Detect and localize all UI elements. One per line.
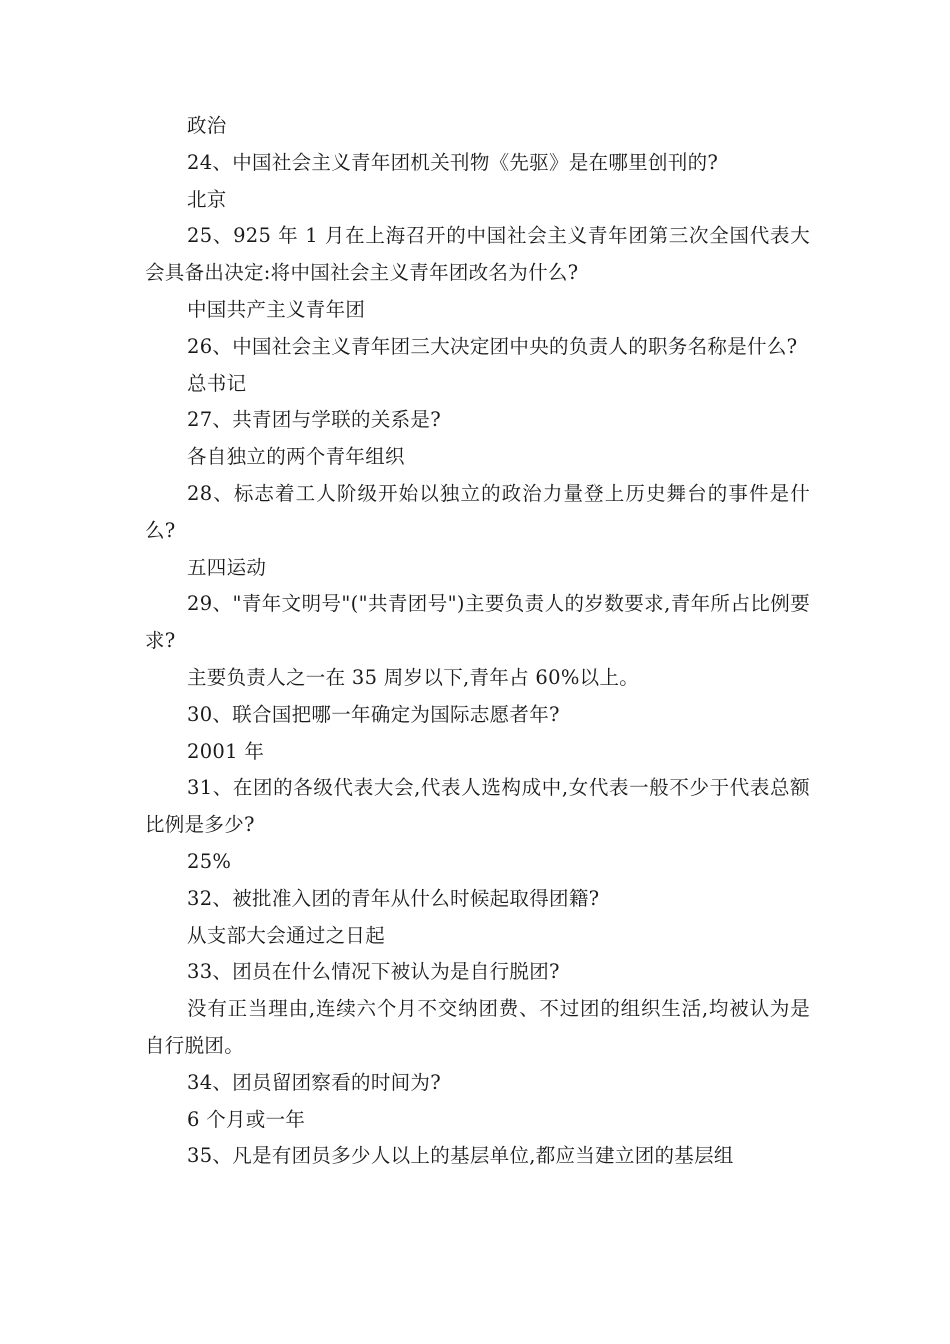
- answer-27: 各自独立的两个青年组织: [187, 445, 405, 469]
- question-31: 31、在团的各级代表大会,代表人选构成中,女代表一般不少于代表总额比例是多少?: [145, 776, 810, 837]
- answer-33: 没有正当理由,连续六个月不交纳团费、不过团的组织生活,均被认为是自行脱团。: [145, 997, 810, 1057]
- question-24: 24、中国社会主义青年团机关刊物《先驱》是在哪里创刊的?: [187, 150, 719, 174]
- answer-28: 五四运动: [187, 555, 267, 579]
- answer-30: 2001 年: [187, 739, 265, 763]
- question-25: 25、925 年 1 月在上海召开的中国社会主义青年团第三次全国代表大会具备出决定:将中国社会主义青年团改名为什么?: [145, 224, 810, 285]
- question-35: 35、凡是有团员多少人以上的基层单位,都应当建立团的基层组: [187, 1144, 734, 1168]
- answer-paragraph: 政治: [187, 114, 227, 137]
- question-32: 32、被批准入团的青年从什么时候起取得团籍?: [187, 886, 600, 910]
- question-33: 33、团员在什么情况下被认为是自行脱团?: [187, 960, 560, 984]
- answer-34: 6 个月或一年: [187, 1107, 306, 1131]
- question-29: 29、"青年文明号"("共青团号")主要负责人的岁数要求,青年所占比例要求?: [145, 592, 810, 653]
- question-28: 28、标志着工人阶级开始以独立的政治力量登上历史舞台的事件是什么?: [145, 481, 810, 542]
- question-34: 34、团员留团察看的时间为?: [187, 1070, 441, 1094]
- question-30: 30、联合国把哪一年确定为国际志愿者年?: [187, 702, 560, 726]
- question-27: 27、共青团与学联的关系是?: [187, 408, 441, 432]
- question-26: 26、中国社会主义青年团三大决定团中央的负责人的职务名称是什么?: [187, 334, 798, 358]
- answer-32: 从支部大会通过之日起: [187, 923, 386, 947]
- answer-29: 主要负责人之一在 35 周岁以下,青年占 60%以上。: [187, 665, 640, 689]
- answer-24: 北京: [187, 187, 227, 211]
- answer-31: 25%: [187, 849, 232, 873]
- answer-26: 总书记: [187, 371, 247, 395]
- document-body: [145, 108, 810, 1175]
- answer-25: 中国共产主义青年团: [187, 297, 366, 321]
